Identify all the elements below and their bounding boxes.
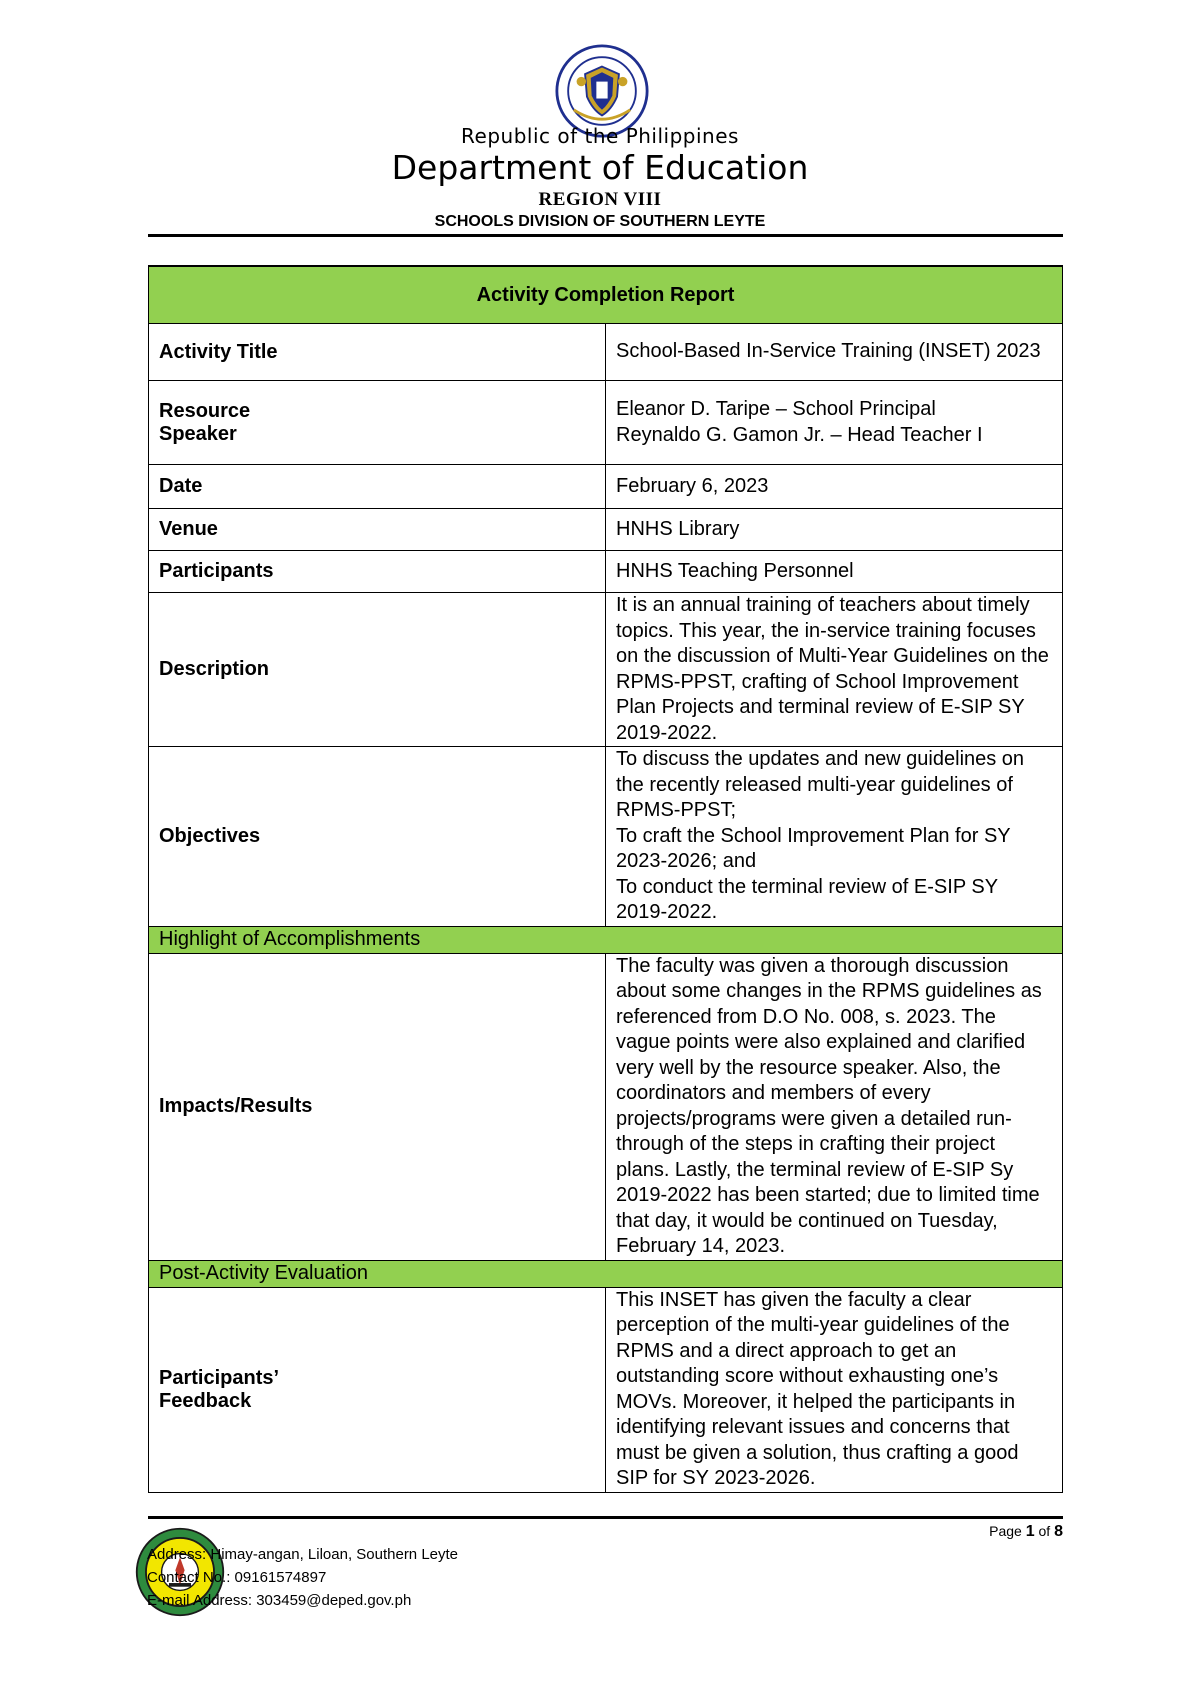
objective-item: To conduct the terminal review of E-SIP SY 2019-2022. (616, 875, 998, 923)
objectives-label: Objectives (149, 747, 606, 927)
report-title-row (149, 266, 1063, 324)
feedback-label (149, 1287, 606, 1492)
table-row (149, 551, 1063, 593)
table-row (149, 324, 1063, 381)
table-row (149, 747, 1063, 927)
footer-address: Address: Himay-angan, Liloan, Southern Leyte (147, 1546, 459, 1563)
section-row (149, 1260, 1063, 1287)
objectives-value (606, 747, 1063, 927)
activity-title-value: School-Based In-Service Training (INSET) 2023 (606, 324, 1063, 381)
date-value: February 6, 2023 (606, 465, 1063, 509)
feedback-label-line1: Participants’ (159, 1366, 280, 1389)
resource-speaker-value (606, 381, 1063, 465)
highlight-section-heading: Highlight of Accomplishments (149, 926, 1063, 953)
feedback-label-line2: Feedback (159, 1389, 252, 1412)
footer-divider (148, 1516, 1063, 1519)
date-label: Date (149, 465, 606, 509)
activity-title-label: Activity Title (149, 324, 606, 381)
header-divider (148, 234, 1063, 237)
footer-contact-number: Contact No.: 09161574897 (147, 1569, 327, 1586)
resource-speaker-label (149, 381, 606, 465)
evaluation-section-heading: Post-Activity Evaluation (149, 1260, 1063, 1287)
activity-completion-report-table (148, 265, 1063, 1493)
republic-heading: Republic of the Philippines (461, 124, 739, 148)
resource-speaker-1: Eleanor D. Taripe – School Principal (616, 398, 936, 420)
venue-label: Venue (149, 509, 606, 551)
resource-speaker-label-line1: Resource (159, 399, 251, 422)
objective-item: To craft the School Improvement Plan for SY 2023-2026; and (616, 824, 1011, 872)
page-number (989, 1523, 1063, 1541)
department-heading: Department of Education (391, 148, 809, 187)
page-total: 8 (1054, 1523, 1063, 1540)
description-label: Description (149, 593, 606, 747)
participants-label: Participants (149, 551, 606, 593)
footer-email: E-mail Address: 303459@deped.gov.ph (147, 1592, 412, 1609)
table-row (149, 953, 1063, 1260)
resource-speaker-2: Reynaldo G. Gamon Jr. – Head Teacher I (616, 423, 983, 446)
objective-item: To discuss the updates and new guidelines on the recently released multi-year guidelines of RPMS-PPST; (616, 748, 1025, 821)
table-row (149, 381, 1063, 465)
description-value: It is an annual training of teachers about timely topics. This year, the in-service training focuses on the discussion of Multi-Year Guidelines on the RPMS-PPST, crafting of School Improvement Plan Projects and terminal review of E-SIP SY 2019-2022. (606, 593, 1063, 747)
section-row (149, 926, 1063, 953)
page-prefix: Page (989, 1523, 1022, 1539)
table-row (149, 1287, 1063, 1492)
table-row (149, 593, 1063, 747)
impacts-label: Impacts/Results (149, 953, 606, 1260)
table-row (149, 465, 1063, 509)
division-heading: SCHOOLS DIVISION OF SOUTHERN LEYTE (434, 213, 766, 230)
region-heading: REGION VIII (538, 189, 662, 210)
feedback-value: This INSET has given the faculty a clear perception of the multi-year guidelines of the RPMS and a direct approach to get an outstanding score without exhausting one’s MOVs. Moreover, it helped the participants in identifying relevant issues and concerns that must be given a solution, thus crafting a good SIP for SY 2023-2026. (606, 1287, 1063, 1492)
venue-value: HNHS Library (606, 509, 1063, 551)
page-current: 1 (1025, 1523, 1035, 1540)
table-row (149, 509, 1063, 551)
report-title: Activity Completion Report (149, 266, 1063, 324)
resource-speaker-label-line2: Speaker (159, 422, 237, 445)
page-of: of (1038, 1523, 1051, 1539)
impacts-value: The faculty was given a thorough discussion about some changes in the RPMS guidelines as referenced from D.O No. 008, s. 2023. The vague points were also explained and clarified very well by the resource speaker. Also, the coordinators and members of every projects/programs were given a detailed run-through of the steps in crafting their project plans. Lastly, the terminal review of E-SIP Sy 2019-2022 has been started; due to limited time that day, it would be continued on Tuesday, February 14, 2023. (606, 953, 1063, 1260)
footer-contact-block (147, 1543, 458, 1612)
participants-value: HNHS Teaching Personnel (606, 551, 1063, 593)
